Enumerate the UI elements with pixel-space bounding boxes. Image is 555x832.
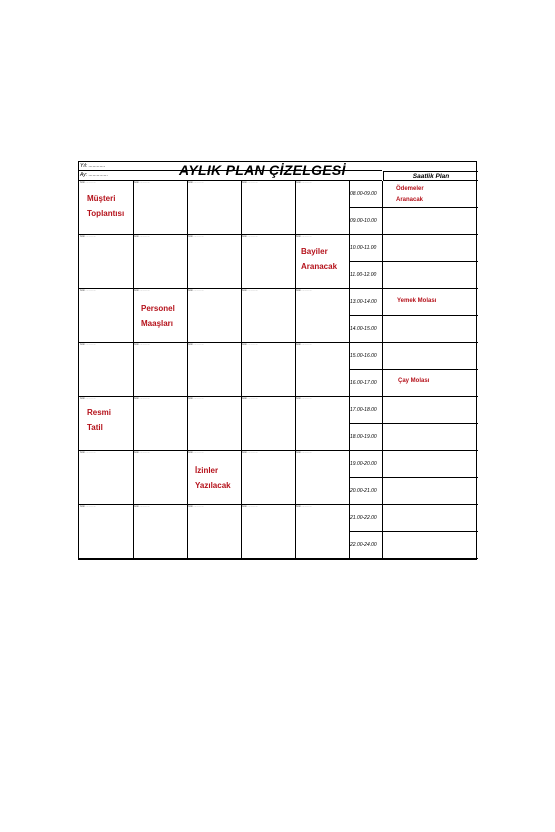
calendar-day-cell[interactable] [79, 505, 134, 559]
day-number-label: Gün ............... [242, 343, 258, 346]
time-slot-cell [349, 424, 383, 451]
calendar-day-cell[interactable] [295, 397, 350, 451]
hourly-note-cell[interactable] [383, 451, 478, 478]
time-slot-cell [349, 370, 383, 397]
calendar-day-cell[interactable] [241, 235, 296, 289]
day-number-label: Gün ............... [188, 289, 204, 292]
day-number-label: Gün ............... [80, 505, 96, 508]
day-number-label: Gün ............... [242, 181, 258, 184]
day-number-label: Gün ............... [242, 451, 258, 454]
calendar-day-cell[interactable] [133, 343, 188, 397]
day-number-label: Gün ............... [134, 451, 150, 454]
hourly-note-cell[interactable] [383, 181, 478, 208]
time-slot-label: 21.00-22.00 [350, 515, 377, 521]
time-slot-label: 13.00-14.00 [350, 299, 377, 305]
day-number-label: Gün ............... [134, 289, 150, 292]
calendar-day-cell[interactable] [133, 289, 188, 343]
note-personel-maaslari: Personel Maaşları [141, 304, 175, 328]
hourly-note-cell[interactable] [383, 532, 478, 559]
note-bayiler-aranacak: Bayiler Aranacak [301, 247, 338, 271]
hourly-note-cay-molasi: Çay Molası [398, 378, 430, 384]
calendar-day-cell[interactable] [187, 181, 242, 235]
calendar-day-cell[interactable] [79, 451, 134, 505]
day-number-label: Gün ............... [188, 343, 204, 346]
day-number-label: Gün ............... [134, 343, 150, 346]
page-title: AYLIK PLAN ÇİZELGESİ [179, 162, 346, 178]
calendar-day-cell[interactable] [241, 505, 296, 559]
note-musteri-toplantisi: Müşteri Toplantısı [87, 194, 125, 218]
time-slot-cell [349, 262, 383, 289]
time-slot-cell [349, 532, 383, 559]
day-number-label: Gün ............... [80, 181, 96, 184]
hourly-note-yemek-molasi: Yemek Molası [397, 298, 437, 304]
calendar-day-cell[interactable] [295, 343, 350, 397]
hourly-note-cell[interactable] [383, 424, 478, 451]
calendar-day-cell[interactable] [295, 235, 350, 289]
hourly-note-cell[interactable] [383, 262, 478, 289]
time-slot-cell [349, 208, 383, 235]
day-number-label: Gün ............... [134, 505, 150, 508]
calendar-day-cell[interactable] [187, 451, 242, 505]
calendar-day-cell[interactable] [295, 289, 350, 343]
time-slot-label: 11.00-12.00 [350, 272, 377, 278]
hourly-note-odemeler: Ödemeler Aranacak [396, 186, 424, 203]
hourly-note-cell[interactable] [383, 235, 478, 262]
day-number-label: Gün ............... [296, 235, 312, 238]
hourly-note-cell[interactable] [383, 397, 478, 424]
hourly-note-cell[interactable] [383, 478, 478, 505]
day-number-label: Gün ............... [296, 181, 312, 184]
calendar-day-cell[interactable] [133, 505, 188, 559]
note-izinler-yazilacak: İzinler Yazılacak [195, 466, 231, 490]
time-slot-label: 19.00-20.00 [350, 461, 377, 467]
calendar-day-cell[interactable] [295, 451, 350, 505]
time-slot-cell [349, 289, 383, 316]
day-number-label: Gün ............... [80, 451, 96, 454]
calendar-day-cell[interactable] [241, 181, 296, 235]
time-slot-label: 10.00-11.00 [350, 245, 377, 251]
time-slot-cell [349, 343, 383, 370]
calendar-day-cell[interactable] [187, 397, 242, 451]
time-slot-label: 18.00-19.00 [350, 434, 377, 440]
calendar-day-cell[interactable] [187, 343, 242, 397]
calendar-day-cell[interactable] [241, 397, 296, 451]
calendar-day-cell[interactable] [187, 235, 242, 289]
time-slot-label: 14.00-15.00 [350, 326, 377, 332]
calendar-day-cell[interactable] [295, 181, 350, 235]
calendar-day-cell[interactable] [79, 397, 134, 451]
day-number-label: Gün ............... [188, 181, 204, 184]
hourly-note-cell[interactable] [383, 370, 478, 397]
day-number-label: Gün ............... [134, 397, 150, 400]
calendar-day-cell[interactable] [187, 505, 242, 559]
time-slot-cell [349, 451, 383, 478]
day-number-label: Gün ............... [134, 235, 150, 238]
calendar-day-cell[interactable] [187, 289, 242, 343]
time-slot-label: 08.00-09.00 [350, 191, 377, 197]
hourly-note-cell[interactable] [383, 316, 478, 343]
hourly-note-cell[interactable] [383, 208, 478, 235]
day-number-label: Gün ............... [134, 181, 150, 184]
time-slot-label: 22.00-24.00 [350, 542, 377, 548]
day-number-label: Gün ............... [80, 397, 96, 400]
day-number-label: Gün ............... [80, 289, 96, 292]
note-resmi-tatil: Resmi Tatil [87, 408, 112, 432]
calendar-day-cell[interactable] [133, 181, 188, 235]
day-number-label: Gün ............... [188, 235, 204, 238]
day-number-label: Gün ............... [188, 505, 204, 508]
calendar-day-cell[interactable] [79, 181, 134, 235]
calendar-day-cell[interactable] [79, 289, 134, 343]
time-slot-label: 20.00-21.00 [350, 488, 377, 494]
day-number-label: Gün ............... [296, 343, 312, 346]
time-slot-cell [349, 316, 383, 343]
calendar-day-cell[interactable] [241, 451, 296, 505]
day-number-label: Gün ............... [242, 505, 258, 508]
calendar-day-cell[interactable] [241, 343, 296, 397]
hourly-note-cell[interactable] [383, 289, 478, 316]
calendar-day-cell[interactable] [79, 343, 134, 397]
day-number-label: Gün ............... [80, 235, 96, 238]
time-slot-cell [349, 397, 383, 424]
calendar-day-cell[interactable] [133, 235, 188, 289]
calendar-day-cell[interactable] [133, 451, 188, 505]
day-number-label: Gün ............... [296, 397, 312, 400]
time-slot-cell [349, 181, 383, 208]
time-slot-label: 17.00-18.00 [350, 407, 377, 413]
time-slot-cell [349, 478, 383, 505]
calendar-day-cell[interactable] [79, 235, 134, 289]
day-number-label: Gün ............... [242, 397, 258, 400]
day-number-label: Gün ............... [296, 505, 312, 508]
day-number-label: Gün ............... [296, 289, 312, 292]
calendar-day-cell[interactable] [295, 505, 350, 559]
year-label: Yıl: ............ [80, 163, 106, 169]
day-number-label: Gün ............... [296, 451, 312, 454]
day-number-label: Gün ............... [242, 289, 258, 292]
hourly-note-cell[interactable] [383, 343, 478, 370]
time-slot-label: 09.00-10.00 [350, 218, 377, 224]
day-number-label: Gün ............... [242, 235, 258, 238]
calendar-day-cell[interactable] [133, 397, 188, 451]
day-number-label: Gün ............... [188, 397, 204, 400]
hourly-plan-header: Saatlik Plan [383, 171, 478, 181]
hourly-note-cell[interactable] [383, 505, 478, 532]
month-label: Ay: .............. [80, 172, 109, 178]
time-slot-label: 15.00-16.00 [350, 353, 377, 359]
day-number-label: Gün ............... [80, 343, 96, 346]
time-slot-cell [349, 505, 383, 532]
monthly-plan-sheet [78, 161, 477, 560]
time-slot-label: 16.00-17.00 [350, 380, 377, 386]
calendar-day-cell[interactable] [241, 289, 296, 343]
time-slot-cell [349, 235, 383, 262]
day-number-label: Gün ............... [188, 451, 204, 454]
